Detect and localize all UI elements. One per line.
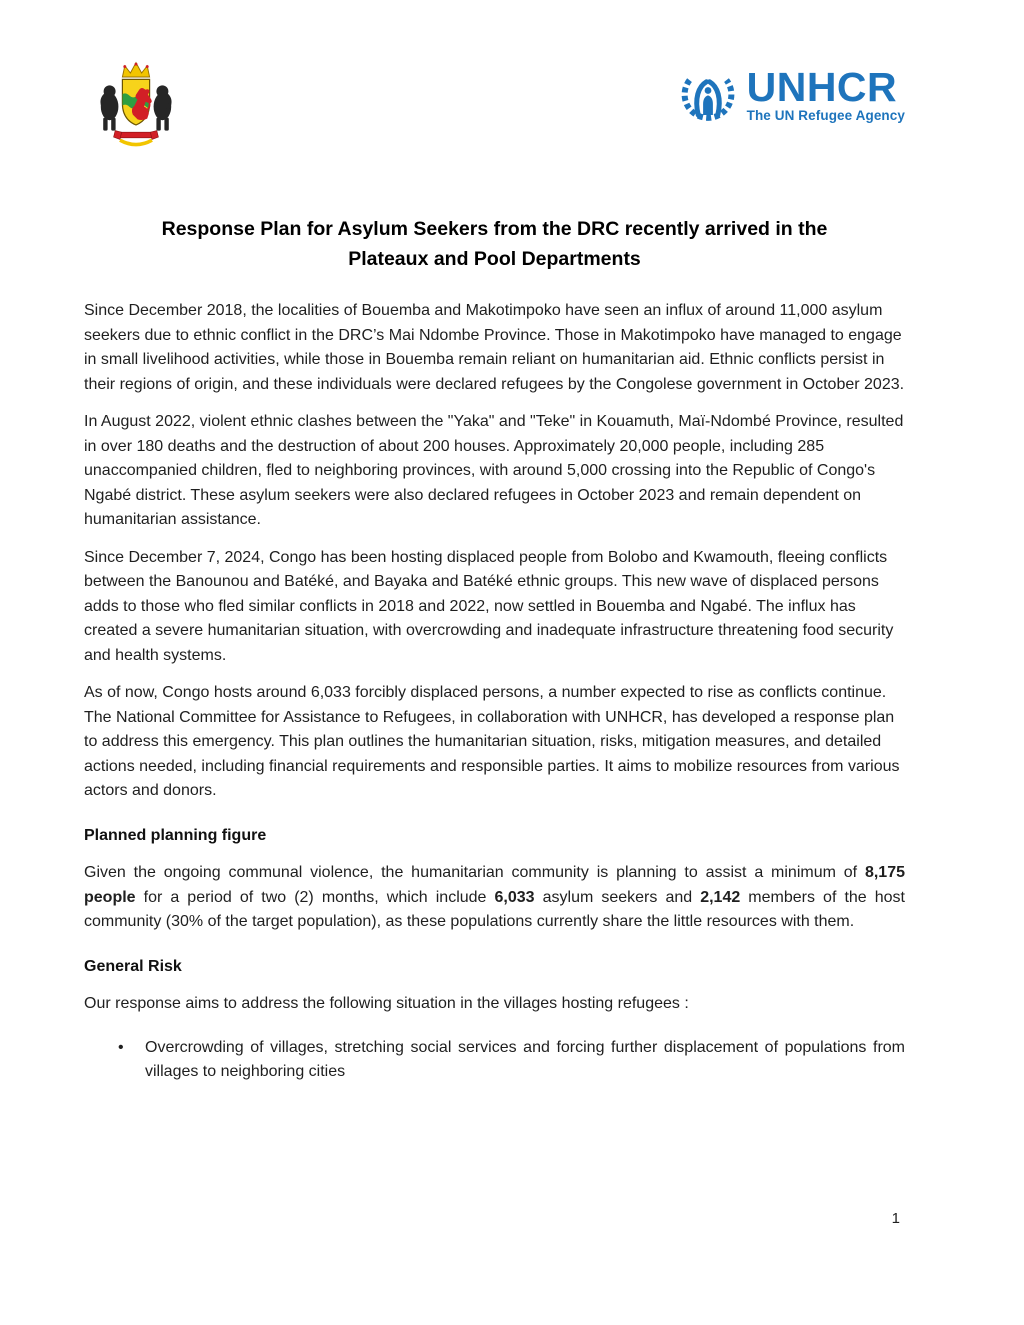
document-title-line1: Response Plan for Asylum Seekers from the DRC recently arrived in the	[161, 218, 828, 240]
paragraph-risk-intro: Our response aims to address the following situation in the villages hosting refugees :	[84, 995, 689, 1012]
risk-bullet-list	[84, 1036, 905, 1085]
document-body	[84, 299, 905, 1085]
bullet-item-overcrowding: • Overcrowding of villages, stretching social services and forcing further displacement of populations from villages to neighboring cities	[118, 1036, 905, 1085]
paragraph-planning-figure: Given the ongoing communal violence, the humanitarian community is planning to assist a minimum of 8,175 people for a period of two (2) months, which include 6,033 asylum seekers and 2,142 members of the host community (30% of the target population), as these populations currently share the little resources with them.	[84, 864, 905, 930]
paragraph-response-plan: As of now, Congo hosts around 6,033 forcibly displaced persons, a number expected to rise as conflicts continue. The National Committee for Assistance to Refugees, in collaboration with UNHCR, has developed a response plan to address this emergency. This plan outlines the humanitarian situation, risks, mitigation measures, and detailed actions needed, including financial requirements and responsible parties. It aims to mobilize resources from various actors and donors.	[84, 684, 900, 799]
unhcr-tagline: The UN Refugee Agency	[746, 108, 905, 123]
section-heading-planning-figure: Planned planning figure	[84, 826, 267, 844]
unhcr-logo	[675, 66, 905, 133]
paragraph-intro-2018: Since December 2018, the localities of Bouemba and Makotimpoko have seen an influx of around 11,000 asylum seekers due to ethnic conflict in the DRC’s Mai Ndombe Province. Those in Makotimpoko have managed to engage in small livelihood activities, while those in Bouemba remain reliant on humanitarian aid. Ethnic conflicts persist in their regions of origin, and these individuals were declared refugees by the Congolese government in October 2023.	[84, 302, 905, 393]
unhcr-emblem-icon	[675, 66, 741, 133]
paragraph-december-2024: Since December 7, 2024, Congo has been hosting displaced people from Bolobo and Kwamouth, fleeing conflicts between the Banounou and Batéké, and Bayaka and Batéké ethnic groups. This new wave of displaced persons adds to those who fled similar conflicts in 2018 and 2022, now settled in Bouemba and Ngabé. The influx has created a severe humanitarian situation, with overcrowding and inadequate infrastructure threatening food security and health systems.	[84, 548, 894, 664]
page-header	[84, 50, 905, 162]
document-title-line2: Plateaux and Pool Departments	[348, 248, 641, 270]
unhcr-wordmark: UNHCR	[746, 64, 898, 110]
document-title	[84, 214, 905, 274]
congo-coat-of-arms-icon	[96, 54, 176, 161]
page-number: 1	[891, 1210, 900, 1227]
section-heading-general-risk: General Risk	[84, 957, 182, 975]
paragraph-august-2022: In August 2022, violent ethnic clashes between the "Yaka" and "Teke" in Kouamuth, Maï-Ndombé Province, resulted in over 180 deaths and the destruction of about 200 houses. Approximately 20,000 people, including 285 unaccompanied children, fled to neighboring provinces, with around 5,000 crossing into the Republic of Congo's Ngabé district. These asylum seekers were also declared refugees in October 2023 and remain dependent on humanitarian assistance.	[84, 413, 904, 528]
